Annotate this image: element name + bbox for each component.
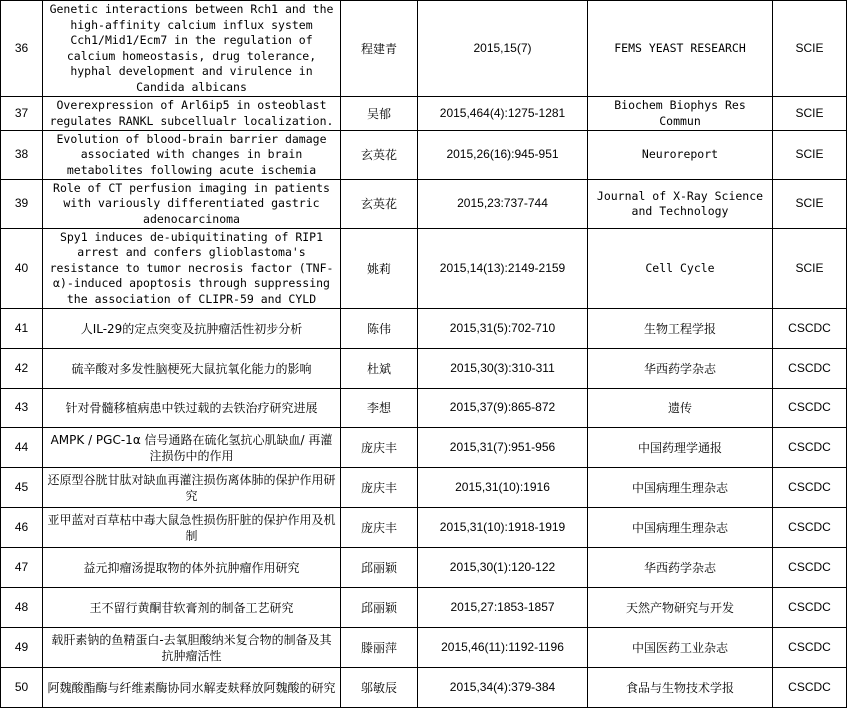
- table-row: [1, 309, 847, 349]
- volume-pages: 2015,31(10):1918-1919: [418, 508, 588, 548]
- index-type: SCIE: [773, 131, 847, 180]
- author: 庞庆丰: [341, 468, 418, 508]
- author: 邱丽颖: [341, 588, 418, 628]
- row-number: 48: [1, 588, 43, 628]
- table-row: [1, 349, 847, 389]
- paper-title: Role of CT perfusion imaging in patients with variously differentiated gastric adenocarcinoma: [43, 180, 341, 229]
- index-type: CSCDC: [773, 428, 847, 468]
- table-row: [1, 97, 847, 131]
- row-number: 44: [1, 428, 43, 468]
- volume-pages: 2015,34(4):379-384: [418, 668, 588, 708]
- paper-title: 王不留行黄酮苷软膏剂的制备工艺研究: [43, 588, 341, 628]
- table-row: [1, 668, 847, 708]
- table-row: [1, 131, 847, 180]
- author: 李想: [341, 389, 418, 428]
- row-number: 42: [1, 349, 43, 389]
- table-row: [1, 229, 847, 309]
- row-number: 37: [1, 97, 43, 131]
- journal: 生物工程学报: [588, 309, 773, 349]
- table-row: [1, 180, 847, 229]
- volume-pages: 2015,15(7): [418, 1, 588, 97]
- journal: Neuroreport: [588, 131, 773, 180]
- paper-title: 载肝素钠的鱼精蛋白-去氧胆酸纳米复合物的制备及其抗肿瘤活性: [43, 628, 341, 668]
- paper-title: Genetic interactions between Rch1 and the high-affinity calcium influx system Cch1/Mid1/Ecm7 in the regulation of calcium homeostasis, drug tolerance, hyphal development and virulence in Candida albicans: [43, 1, 341, 97]
- journal: 华西药学杂志: [588, 548, 773, 588]
- author: 邱丽颖: [341, 548, 418, 588]
- journal: 中国病理生理杂志: [588, 508, 773, 548]
- author: 程建青: [341, 1, 418, 97]
- index-type: CSCDC: [773, 628, 847, 668]
- paper-title: 针对骨髓移植病患中铁过载的去铁治疗研究进展: [43, 389, 341, 428]
- index-type: SCIE: [773, 97, 847, 131]
- row-number: 46: [1, 508, 43, 548]
- volume-pages: 2015,31(7):951-956: [418, 428, 588, 468]
- table-body: [1, 1, 847, 708]
- table-row: [1, 428, 847, 468]
- journal: 天然产物研究与开发: [588, 588, 773, 628]
- author: 吴郁: [341, 97, 418, 131]
- journal: Journal of X-Ray Science and Technology: [588, 180, 773, 229]
- volume-pages: 2015,37(9):865-872: [418, 389, 588, 428]
- volume-pages: 2015,27:1853-1857: [418, 588, 588, 628]
- table-row: [1, 548, 847, 588]
- index-type: CSCDC: [773, 508, 847, 548]
- index-type: SCIE: [773, 1, 847, 97]
- author: 邬敏辰: [341, 668, 418, 708]
- paper-title: 还原型谷胱甘肽对缺血再灌注损伤离体肺的保护作用研究: [43, 468, 341, 508]
- author: 陈伟: [341, 309, 418, 349]
- row-number: 40: [1, 229, 43, 309]
- row-number: 43: [1, 389, 43, 428]
- volume-pages: 2015,31(5):702-710: [418, 309, 588, 349]
- author: 玄英花: [341, 131, 418, 180]
- paper-title: Evolution of blood-brain barrier damage associated with changes in brain metabolites following acute ischemia: [43, 131, 341, 180]
- index-type: CSCDC: [773, 389, 847, 428]
- row-number: 49: [1, 628, 43, 668]
- index-type: CSCDC: [773, 349, 847, 389]
- index-type: SCIE: [773, 229, 847, 309]
- author: 姚莉: [341, 229, 418, 309]
- table-row: [1, 468, 847, 508]
- paper-title: Overexpression of Arl6ip5 in osteoblast regulates RANKL subcellualr localization.: [43, 97, 341, 131]
- author: 玄英花: [341, 180, 418, 229]
- volume-pages: 2015,23:737-744: [418, 180, 588, 229]
- row-number: 36: [1, 1, 43, 97]
- volume-pages: 2015,30(1):120-122: [418, 548, 588, 588]
- table-row: [1, 628, 847, 668]
- journal: 华西药学杂志: [588, 349, 773, 389]
- journal: 中国病理生理杂志: [588, 468, 773, 508]
- table-row: [1, 1, 847, 97]
- row-number: 50: [1, 668, 43, 708]
- index-type: CSCDC: [773, 548, 847, 588]
- journal: 中国药理学通报: [588, 428, 773, 468]
- row-number: 41: [1, 309, 43, 349]
- volume-pages: 2015,46(11):1192-1196: [418, 628, 588, 668]
- journal: 中国医药工业杂志: [588, 628, 773, 668]
- volume-pages: 2015,464(4):1275-1281: [418, 97, 588, 131]
- paper-title: 硫辛酸对多发性脑梗死大鼠抗氧化能力的影响: [43, 349, 341, 389]
- volume-pages: 2015,30(3):310-311: [418, 349, 588, 389]
- paper-title: 益元抑瘤汤提取物的体外抗肿瘤作用研究: [43, 548, 341, 588]
- index-type: CSCDC: [773, 668, 847, 708]
- index-type: CSCDC: [773, 309, 847, 349]
- author: 庞庆丰: [341, 428, 418, 468]
- volume-pages: 2015,14(13):2149-2159: [418, 229, 588, 309]
- volume-pages: 2015,31(10):1916: [418, 468, 588, 508]
- paper-title: AMPK / PGC-1α 信号通路在硫化氢抗心肌缺血/ 再灌注损伤中的作用: [43, 428, 341, 468]
- index-type: CSCDC: [773, 588, 847, 628]
- index-type: CSCDC: [773, 468, 847, 508]
- paper-title: 亚甲蓝对百草枯中毒大鼠急性损伤肝脏的保护作用及机制: [43, 508, 341, 548]
- journal: Cell Cycle: [588, 229, 773, 309]
- paper-title: 阿魏酸酯酶与纤维素酶协同水解麦麸释放阿魏酸的研究: [43, 668, 341, 708]
- row-number: 45: [1, 468, 43, 508]
- volume-pages: 2015,26(16):945-951: [418, 131, 588, 180]
- table-row: [1, 588, 847, 628]
- author: 庞庆丰: [341, 508, 418, 548]
- journal: 食品与生物技术学报: [588, 668, 773, 708]
- author: 杜斌: [341, 349, 418, 389]
- journal: 遗传: [588, 389, 773, 428]
- paper-title: Spy1 induces de-ubiquitinating of RIP1 arrest and confers glioblastoma's resistance to tumor necrosis factor (TNF-α)-induced apoptosis through suppressing the association of CLIPR-59 and CYLD: [43, 229, 341, 309]
- table-row: [1, 389, 847, 428]
- paper-title: 人IL-29的定点突变及抗肿瘤活性初步分析: [43, 309, 341, 349]
- journal: FEMS YEAST RESEARCH: [588, 1, 773, 97]
- table-row: [1, 508, 847, 548]
- row-number: 39: [1, 180, 43, 229]
- index-type: SCIE: [773, 180, 847, 229]
- journal: Biochem Biophys Res Commun: [588, 97, 773, 131]
- row-number: 38: [1, 131, 43, 180]
- row-number: 47: [1, 548, 43, 588]
- author: 滕丽萍: [341, 628, 418, 668]
